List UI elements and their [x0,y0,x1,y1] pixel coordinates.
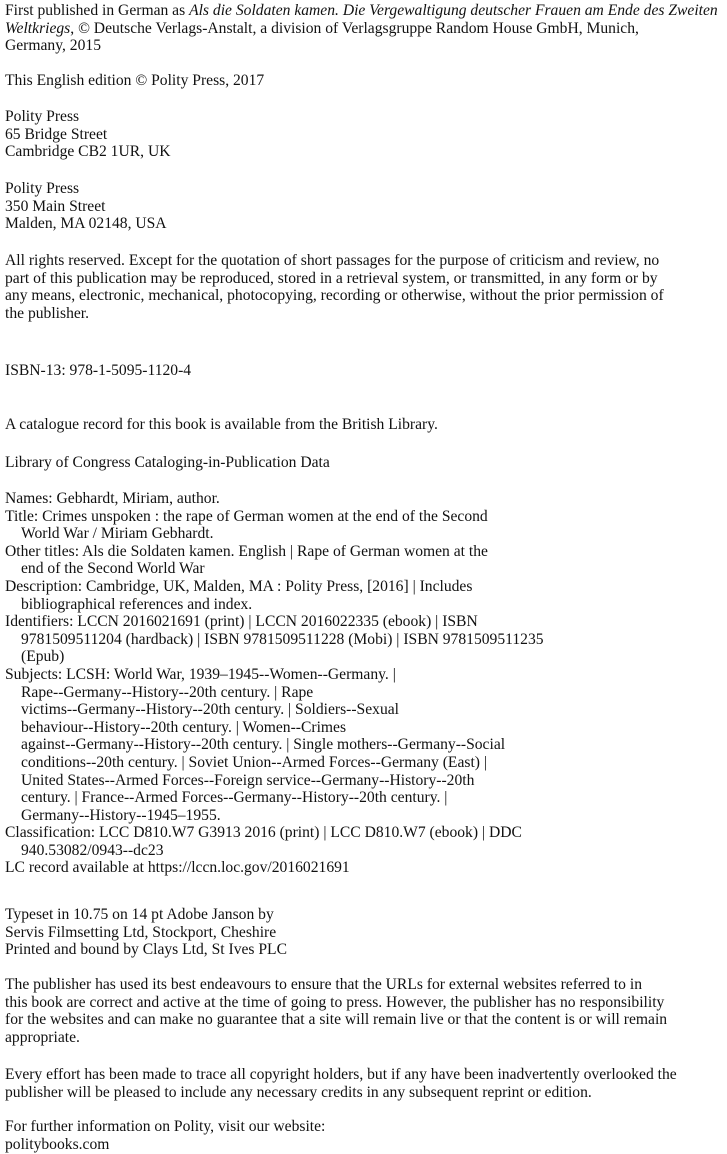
cip-line: conditions--20th century. | Soviet Union--Armed Forces--Germany (East) | [21,753,487,771]
english-edition-notice: This English edition © Polity Press, 2017 [5,72,265,89]
cip-line: Germany--History--1945–1955. [21,806,221,824]
cip-line: century. | France--Armed Forces--Germany--History--20th century. | [21,789,448,807]
isbn: ISBN-13: 978-1-5095-1120-4 [5,362,192,379]
cip-line: Subjects: LCSH: World War, 1939–1945--Women--Germany. | [5,665,396,683]
publisher-name: Polity Press [5,180,80,197]
cip-entry [5,508,723,543]
publisher-address-us [5,180,723,233]
catalogue-record: A catalogue record for this book is available from the British Library. [5,416,438,433]
first-published-notice [5,2,723,55]
cip-line: (Epub) [21,648,65,666]
cip-line: 9781509511204 (hardback) | ISBN 9781509511228 (Mobi) | ISBN 9781509511235 [21,630,544,648]
cip-line: Other titles: Als die Soldaten kamen. English | Rape of German women at the [5,542,488,560]
original-title-end: Weltkriegs [5,19,71,37]
city-address: Cambridge CB2 1UR, UK [5,143,171,161]
copyright-holders-note: Every effort has been made to trace all copyright holders, but if any have been inadvertently overlooked the publisher will be pleased to include any necessary credits in any subsequent reprint or edition. [5,1066,677,1101]
cip-line: Description: Cambridge, UK, Malden, MA : Polity Press, [2016] | Includes [5,577,473,595]
cip-line: bibliographical references and index. [21,595,253,613]
cip-line: behaviour--History--20th century. | Women--Crimes [21,718,347,736]
first-published-line-1: First published in German as Als die Soldaten kamen. Die Vergewaltigung deutscher Frauen am Ende des Zweiten [5,2,718,19]
cip-line: 940.53082/0943--dc23 [21,841,164,859]
cip-entry [5,613,723,666]
cip-entry [5,578,723,613]
street-address: 350 Main Street [5,197,106,215]
cip-line: Classification: LCC D810.W7 G3913 2016 (print) | LCC D810.W7 (ebook) | DDC [5,824,522,842]
rights-statement: All rights reserved. Except for the quotation of short passages for the purpose of criticism and review, no part of this publication may be reproduced, stored in a retrieval system, or transmitted, in any form or by any means, electronic, mechanical, photocopying, recording or otherwise, without the prior permission of the publisher. [5,252,664,322]
first-published-line-2: Weltkriegs, © Deutsche Verlags-Anstalt, a division of Verlagsgruppe Random House GmbH, Munich, [5,19,639,37]
cip-heading: Library of Congress Cataloging-in-Publication Data [5,454,330,471]
cip-line: Names: Gebhardt, Miriam, author. [5,490,220,507]
cip-line: victims--Germany--History--20th century. | Soldiers--Sexual [21,701,399,719]
further-information: For further information on Polity, visit our website: politybooks.com [5,1118,723,1153]
city-address: Malden, MA 02148, USA [5,215,167,233]
first-published-line-3: Germany, 2015 [5,37,101,55]
cip-line: Title: Crimes unspoken : the rape of German women at the end of the Second [5,507,488,525]
cip-line: end of the Second World War [21,560,205,578]
cip-line: United States--Armed Forces--Foreign service--Germany--History--20th [21,771,475,789]
cip-line: Identifiers: LCCN 2016021691 (print) | LCCN 2016022335 (ebook) | ISBN [5,613,478,631]
cip-data [5,490,723,877]
cip-line: against--Germany--History--20th century. | Single mothers--Germany--Social [21,736,506,754]
publisher-url-disclaimer: The publisher has used its best endeavours to ensure that the URLs for external websites referred to in this book are correct and active at the time of going to press. However, the publisher has no responsibility for the websites and can make no guarantee that a site will remain live or that the content is or will remain appropriate. [5,976,668,1046]
publisher-address-uk [5,108,723,161]
cip-entry [5,859,723,877]
cip-entry [5,543,723,578]
original-title: Als die Soldaten kamen. Die Vergewaltigung deutscher Frauen am Ende des Zweiten [189,2,718,19]
cip-line: LC record available at https://lccn.loc.gov/2016021691 [5,859,350,877]
cip-line: Rape--Germany--History--20th century. | Rape [21,683,314,701]
cip-entry [5,824,723,859]
cip-entry [5,666,723,824]
cip-entry [5,490,723,508]
publisher-name: Polity Press [5,108,80,125]
street-address: 65 Bridge Street [5,125,108,143]
cip-line: World War / Miriam Gebhardt. [21,525,214,543]
website-link: politybooks.com [5,1135,110,1153]
typeset-info: Typeset in 10.75 on 14 pt Adobe Janson by Servis Filmsetting Ltd, Stockport, Cheshire Printed and bound by Clays Ltd, St Ives PLC [5,906,287,959]
